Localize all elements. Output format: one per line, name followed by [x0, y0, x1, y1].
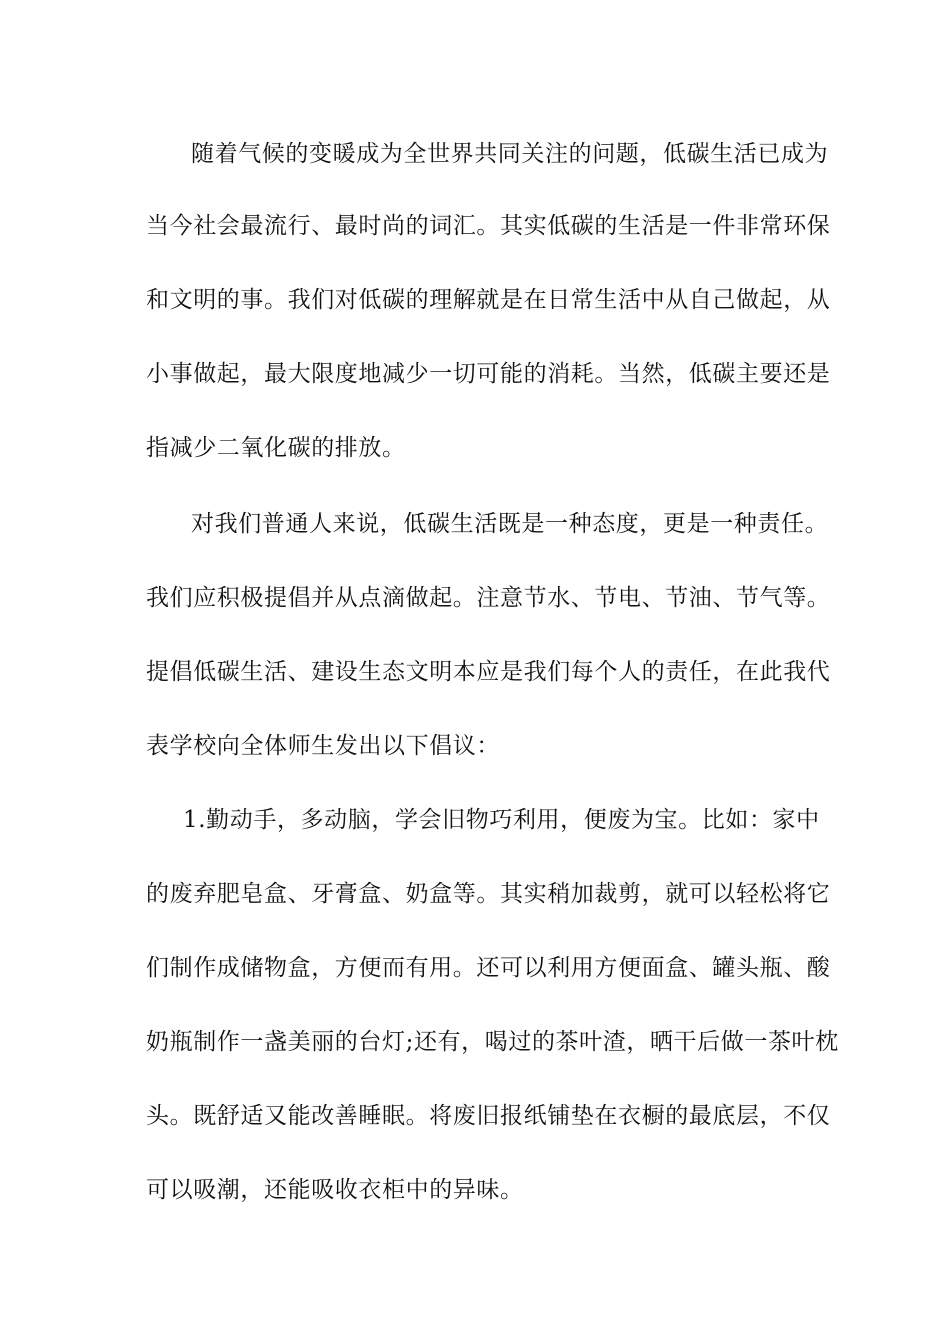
- paragraph-2-line-2: 我们应积极提倡并从点滴做起。注意节水、节电、节油、节气等。: [146, 585, 831, 611]
- paragraph-1-line-3: 和文明的事。我们对低碳的理解就是在日常生活中从自己做起，从: [146, 287, 831, 313]
- paragraph-3-line-1: 1.勤动手，多动脑，学会旧物巧利用，便废为宝。比如：家中: [183, 807, 820, 833]
- paragraph-1-line-5: 指减少二氧化碳的排放。: [146, 435, 406, 461]
- paragraph-3-line-3: 们制作成储物盒，方便而有用。还可以利用方便面盒、罐头瓶、酸: [146, 955, 831, 981]
- paragraph-2-line-3: 提倡低碳生活、建设生态文明本应是我们每个人的责任，在此我代: [146, 659, 831, 685]
- paragraph-1-line-4: 小事做起，最大限度地减少一切可能的消耗。当然，低碳主要还是: [146, 361, 831, 387]
- paragraph-3-line-6: 可以吸潮，还能吸收衣柜中的异味。: [146, 1177, 524, 1203]
- paragraph-3-line-5: 头。既舒适又能改善睡眠。将废旧报纸铺垫在衣橱的最底层，不仅: [146, 1103, 831, 1129]
- paragraph-2-line-4: 表学校向全体师生发出以下倡议：: [146, 733, 500, 759]
- paragraph-1-line-1: 随着气候的变暖成为全世界共同关注的问题，低碳生活已成为: [191, 141, 829, 167]
- paragraph-3-line-4: 奶瓶制作一盏美丽的台灯;还有，喝过的茶叶渣，晒干后做一茶叶枕: [146, 1029, 839, 1055]
- paragraph-3-line-2: 的废弃肥皂盒、牙膏盒、奶盒等。其实稍加裁剪，就可以轻松将它: [146, 881, 831, 907]
- paragraph-1-line-2: 当今社会最流行、最时尚的词汇。其实低碳的生活是一件非常环保: [146, 213, 831, 239]
- paragraph-2-line-1: 对我们普通人来说，低碳生活既是一种态度，更是一种责任。: [191, 511, 829, 537]
